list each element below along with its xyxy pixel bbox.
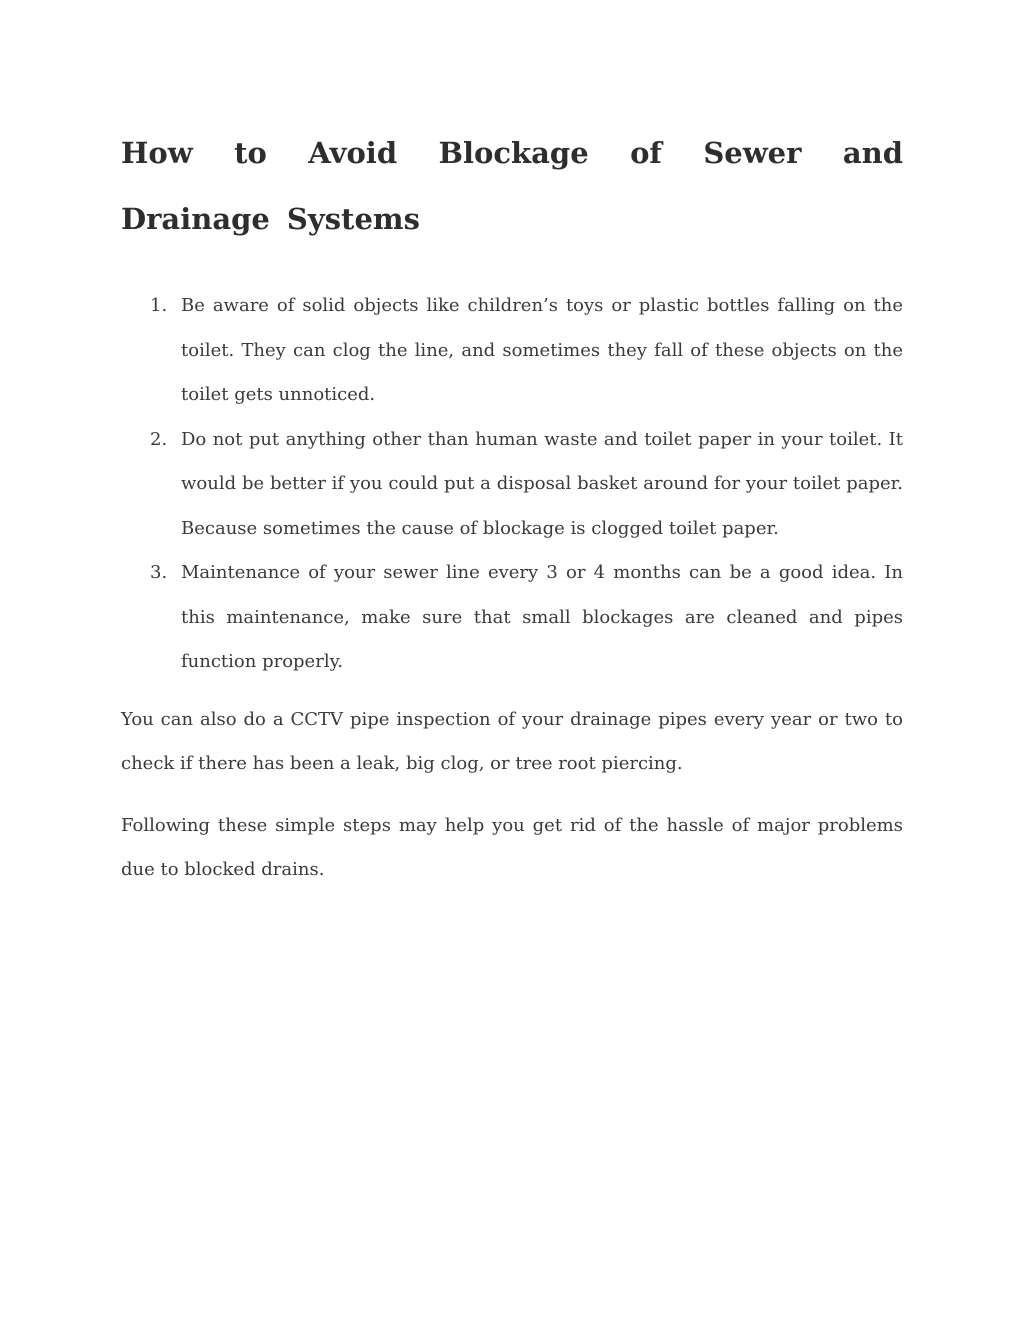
- list-item-text: Do not put anything other than human waste and toilet paper in your toilet. It would be better if you could put a disposal basket around for your toilet paper. Because sometimes the cause of blockage is clogged toilet paper.: [181, 428, 903, 539]
- page-title: How to Avoid Blockage of Sewer and Drainage Systems: [121, 136, 903, 236]
- document-page: [121, 120, 903, 893]
- list-item-text: Maintenance of your sewer line every 3 or 4 months can be a good idea. In this maintenance, make sure that small blockages are cleaned and pipes function properly.: [181, 562, 903, 672]
- list-item: [121, 551, 903, 685]
- steps-list: [121, 284, 903, 685]
- body-paragraph: You can also do a CCTV pipe inspection of your drainage pipes every year or two to check if there has been a leak, big clog, or tree root piercing.: [121, 708, 903, 774]
- list-item: [121, 284, 903, 418]
- list-item-text: Be aware of solid objects like children’s toys or plastic bottles falling on the toilet. They can clog the line, and sometimes they fall of these objects on the toilet gets unnoticed.: [181, 295, 903, 405]
- list-item-number: 2.: [150, 428, 168, 450]
- body-paragraph: Following these simple steps may help you get rid of the hassle of major problems due to blocked drains.: [121, 814, 903, 880]
- list-item-number: 1.: [150, 295, 168, 316]
- list-item: [121, 418, 903, 552]
- list-item-number: 3.: [150, 562, 168, 583]
